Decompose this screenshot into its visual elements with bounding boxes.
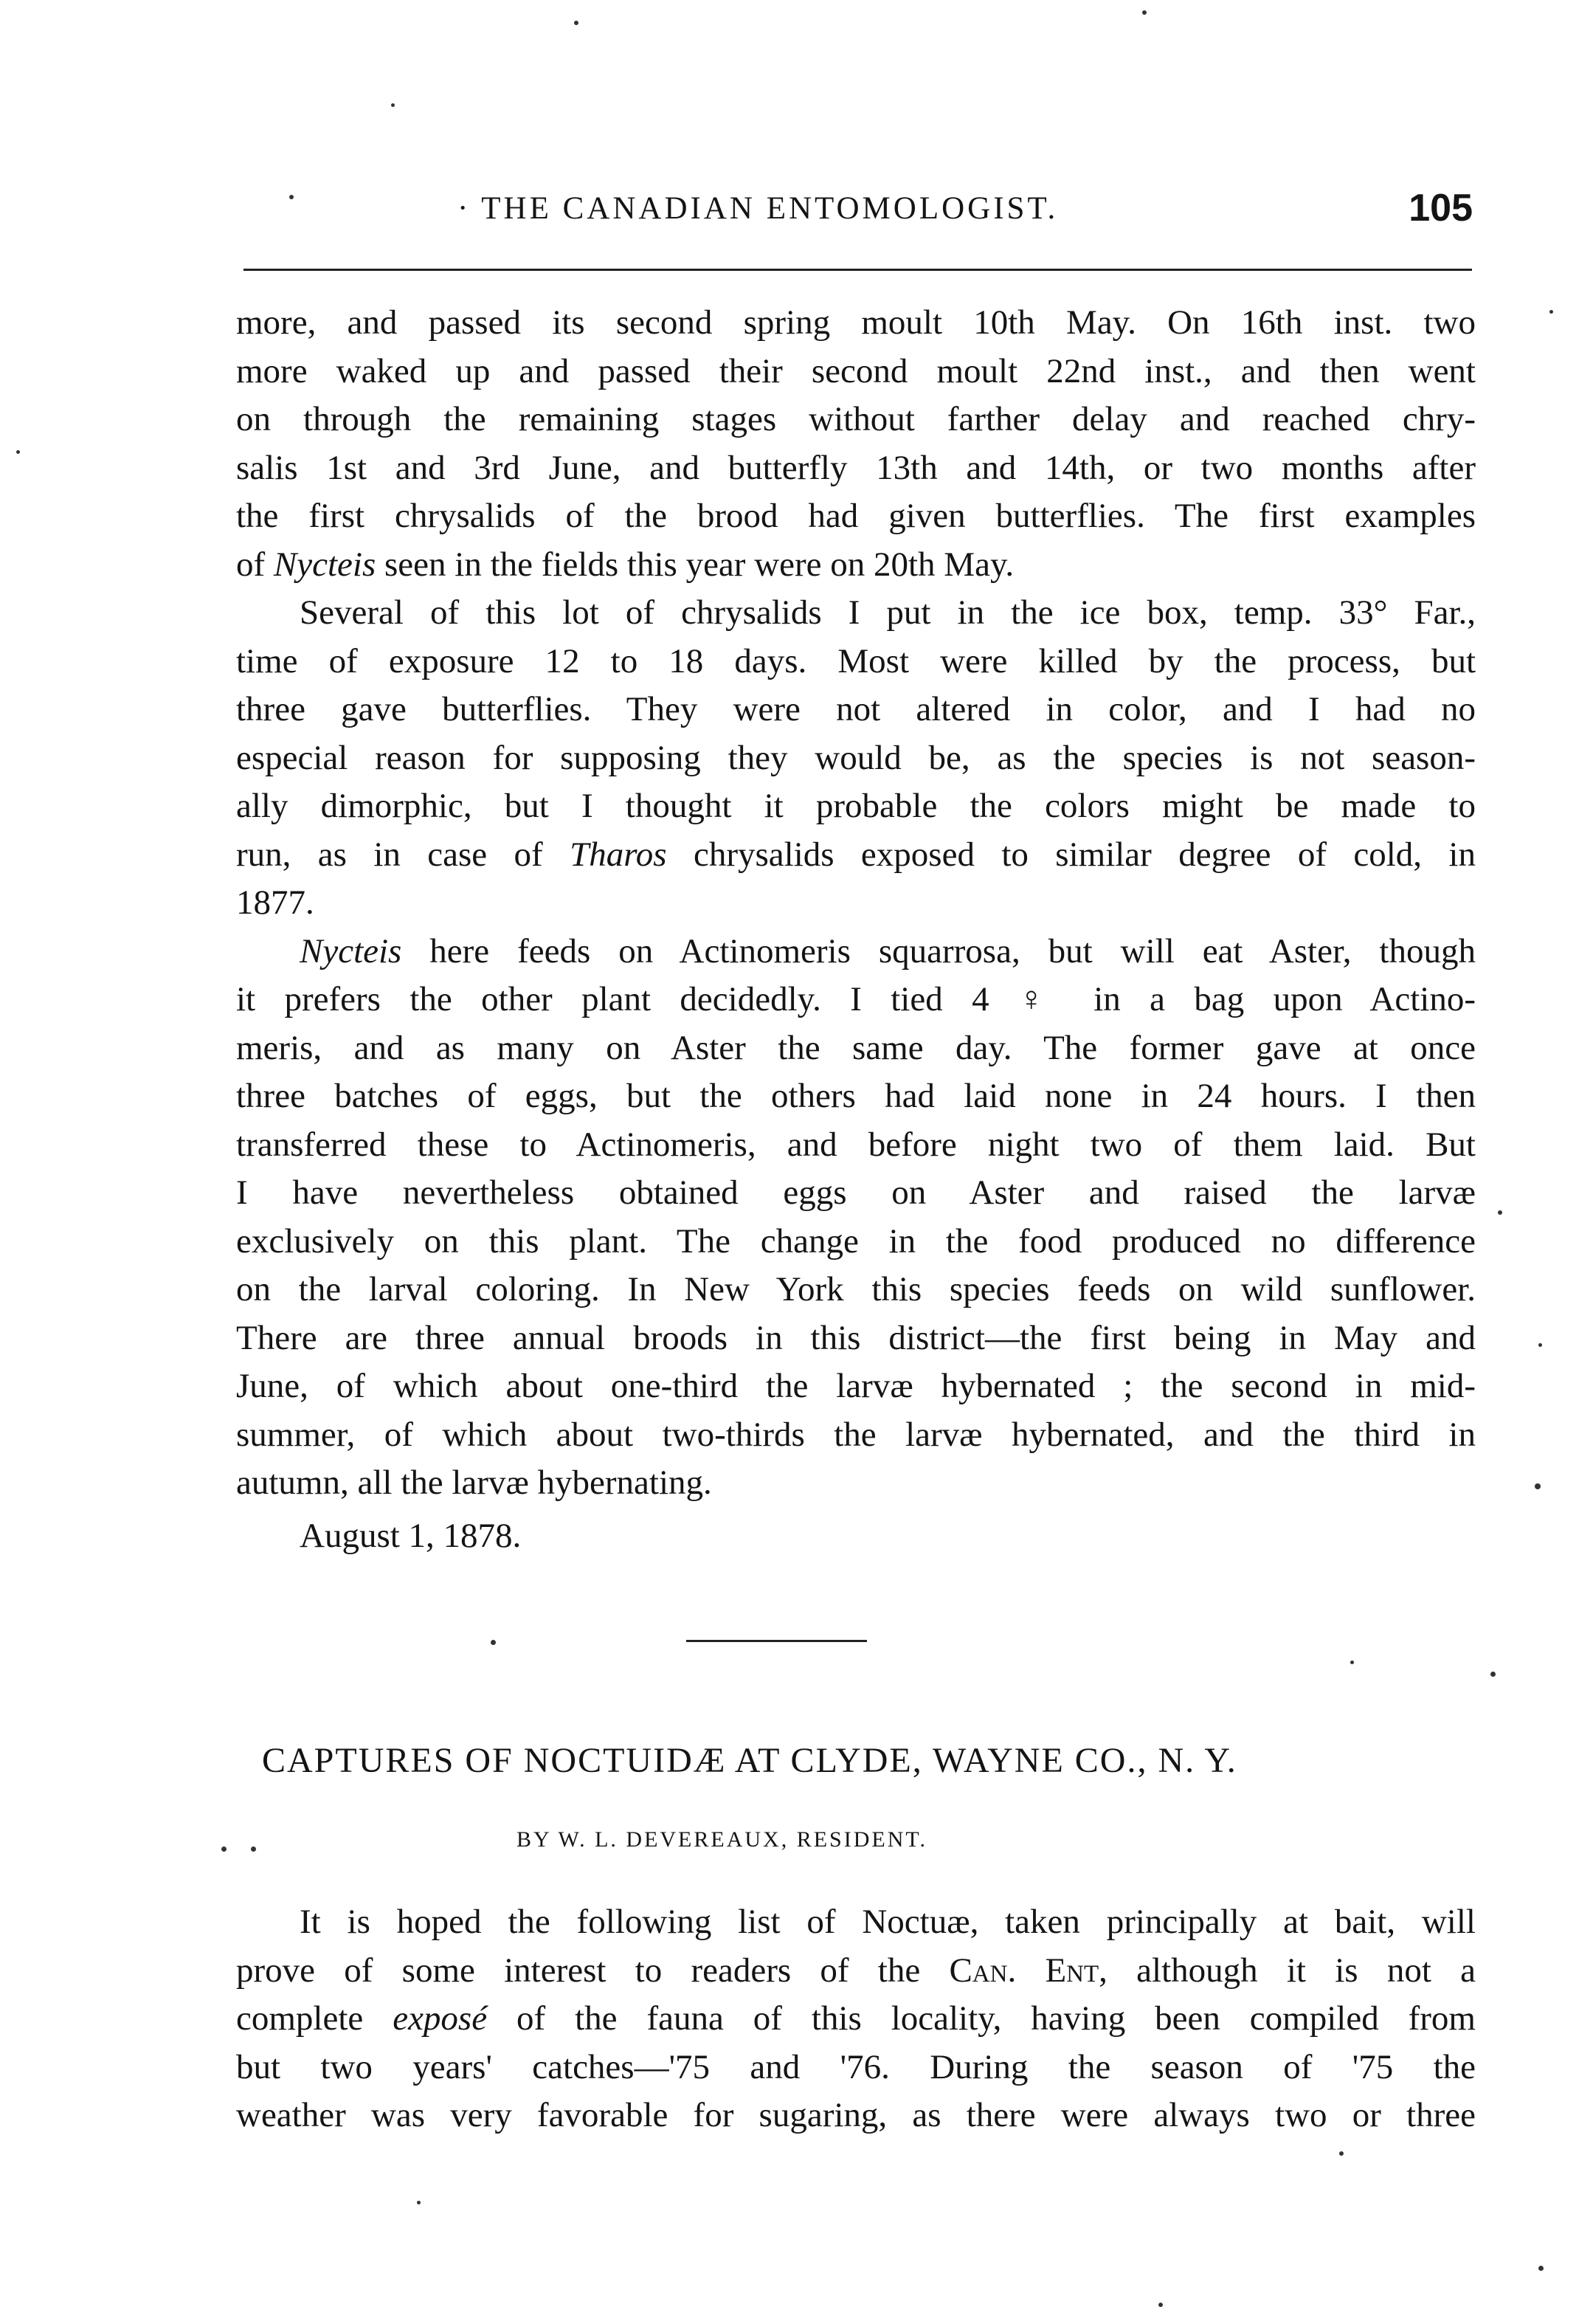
text-line: I have nevertheless obtained eggs on Aster and raised the larvæ [236,1173,1476,1212]
text-line: June, of which about one-third the larvæ hybernated ; the second in mid- [236,1367,1476,1405]
scan-speck [221,1847,227,1852]
text-line: on the larval coloring. In New York this species feeds on wild sunflower. [236,1270,1476,1308]
text-line: of Nycteis seen in the fields this year were on 20th May. [236,545,1015,584]
article-title: CAPTURES OF NOCTUIDÆ AT CLYDE, WAYNE CO., N. Y. [262,1741,1237,1780]
text-line: meris, and as many on Aster the same day. The former gave at once [236,1028,1476,1067]
text-line: summer, of which about two-thirds the larvæ hybernated, and the third in [236,1415,1476,1454]
text-line: the first chrysalids of the brood had given butterflies. The first examples [236,497,1476,535]
text-line: exclusively on this plant. The change in the food produced no difference [236,1221,1476,1261]
scan-speck [1549,310,1553,314]
scan-speck [1350,1661,1354,1664]
article-body [236,1898,1476,2140]
scan-speck [1498,1210,1502,1215]
text-line: time of exposure 12 to 18 days. Most were killed by the process, but [236,641,1476,680]
scan-speck [1142,10,1147,15]
text-line: it prefers the other plant decidedly. I tied 4 ♀ in a bag upon Actino- [236,980,1476,1018]
running-title: · THE CANADIAN ENTOMOLOGIST. [457,191,1059,226]
species-name: Nycteis [300,931,402,970]
scan-speck [391,103,395,107]
date-line: August 1, 1878. [300,1516,522,1555]
species-name: Nycteis [273,545,376,584]
text-line: transferred these to Actinomeris, and before night two of them laid. But [236,1125,1476,1164]
scan-speck [251,1847,256,1852]
article-byline: BY W. L. DEVEREAUX, RESIDENT. [516,1827,927,1852]
text-line: 1877. [236,883,314,922]
scan-speck [1158,2303,1163,2307]
journal-abbrev: Can. Ent [949,1951,1099,1990]
text-line: on through the remaining stages without farther delay and reached chry- [236,400,1476,438]
text-line: more, and passed its second spring moult 10th May. On 16th inst. two [236,303,1476,342]
species-name: Tharos [570,835,667,874]
text-line: especial reason for supposing they would be, as the species is not season- [236,738,1476,777]
text-line: weather was very favorable for sugaring, as there were always two or three [236,2096,1476,2134]
text-line: three gave butterflies. They were not altered in color, and I had no [236,690,1476,728]
text-line: three batches of eggs, but the others had laid none in 24 hours. I then [236,1077,1476,1115]
scan-speck [1490,1672,1496,1677]
text-line: salis 1st and 3rd June, and butterfly 13th and 14th, or two months after [236,448,1476,487]
text-line: run, as in case of Tharos chrysalids exposed to similar degree of cold, in [236,835,1476,874]
text-line: Several of this lot of chrysalids I put in the ice box, temp. 33° Far., [300,593,1476,632]
text-line: There are three annual broods in this district—the first being in May and [236,1318,1476,1357]
scan-speck [1538,2266,1544,2271]
text-line: more waked up and passed their second moult 22nd inst., and then went [236,351,1476,390]
scan-speck [1538,1343,1542,1347]
text-line: prove of some interest to readers of the Can. Ent, although it is not a [236,1951,1476,1990]
scan-speck [1535,1483,1541,1489]
page-number: 105 [1409,187,1473,230]
scan-speck [16,450,20,454]
section-divider [686,1640,867,1642]
text-line: Nycteis here feeds on Actinomeris squarrosa, but will eat Aster, though [300,931,1476,970]
scan-speck [1339,2151,1344,2156]
header-rule [243,269,1472,271]
article-continuation [236,299,1476,1560]
scan-speck [491,1640,496,1645]
page-header [236,186,1476,238]
text-line: autumn, all the larvæ hybernating. [236,1463,712,1502]
scan-speck [574,21,578,25]
scan-speck [289,195,294,199]
text-line: complete exposé of the fauna of this locality, having been compiled from [236,1999,1476,2038]
scan-speck [417,2201,421,2204]
emphasis-term: exposé [393,1999,488,2038]
text-line: ally dimorphic, but I thought it probable the colors might be made to [236,787,1476,825]
text-line: but two years' catches—'75 and '76. During the season of '75 the [236,2047,1476,2086]
text-line: It is hoped the following list of Noctuæ, taken principally at bait, will [300,1903,1476,1941]
